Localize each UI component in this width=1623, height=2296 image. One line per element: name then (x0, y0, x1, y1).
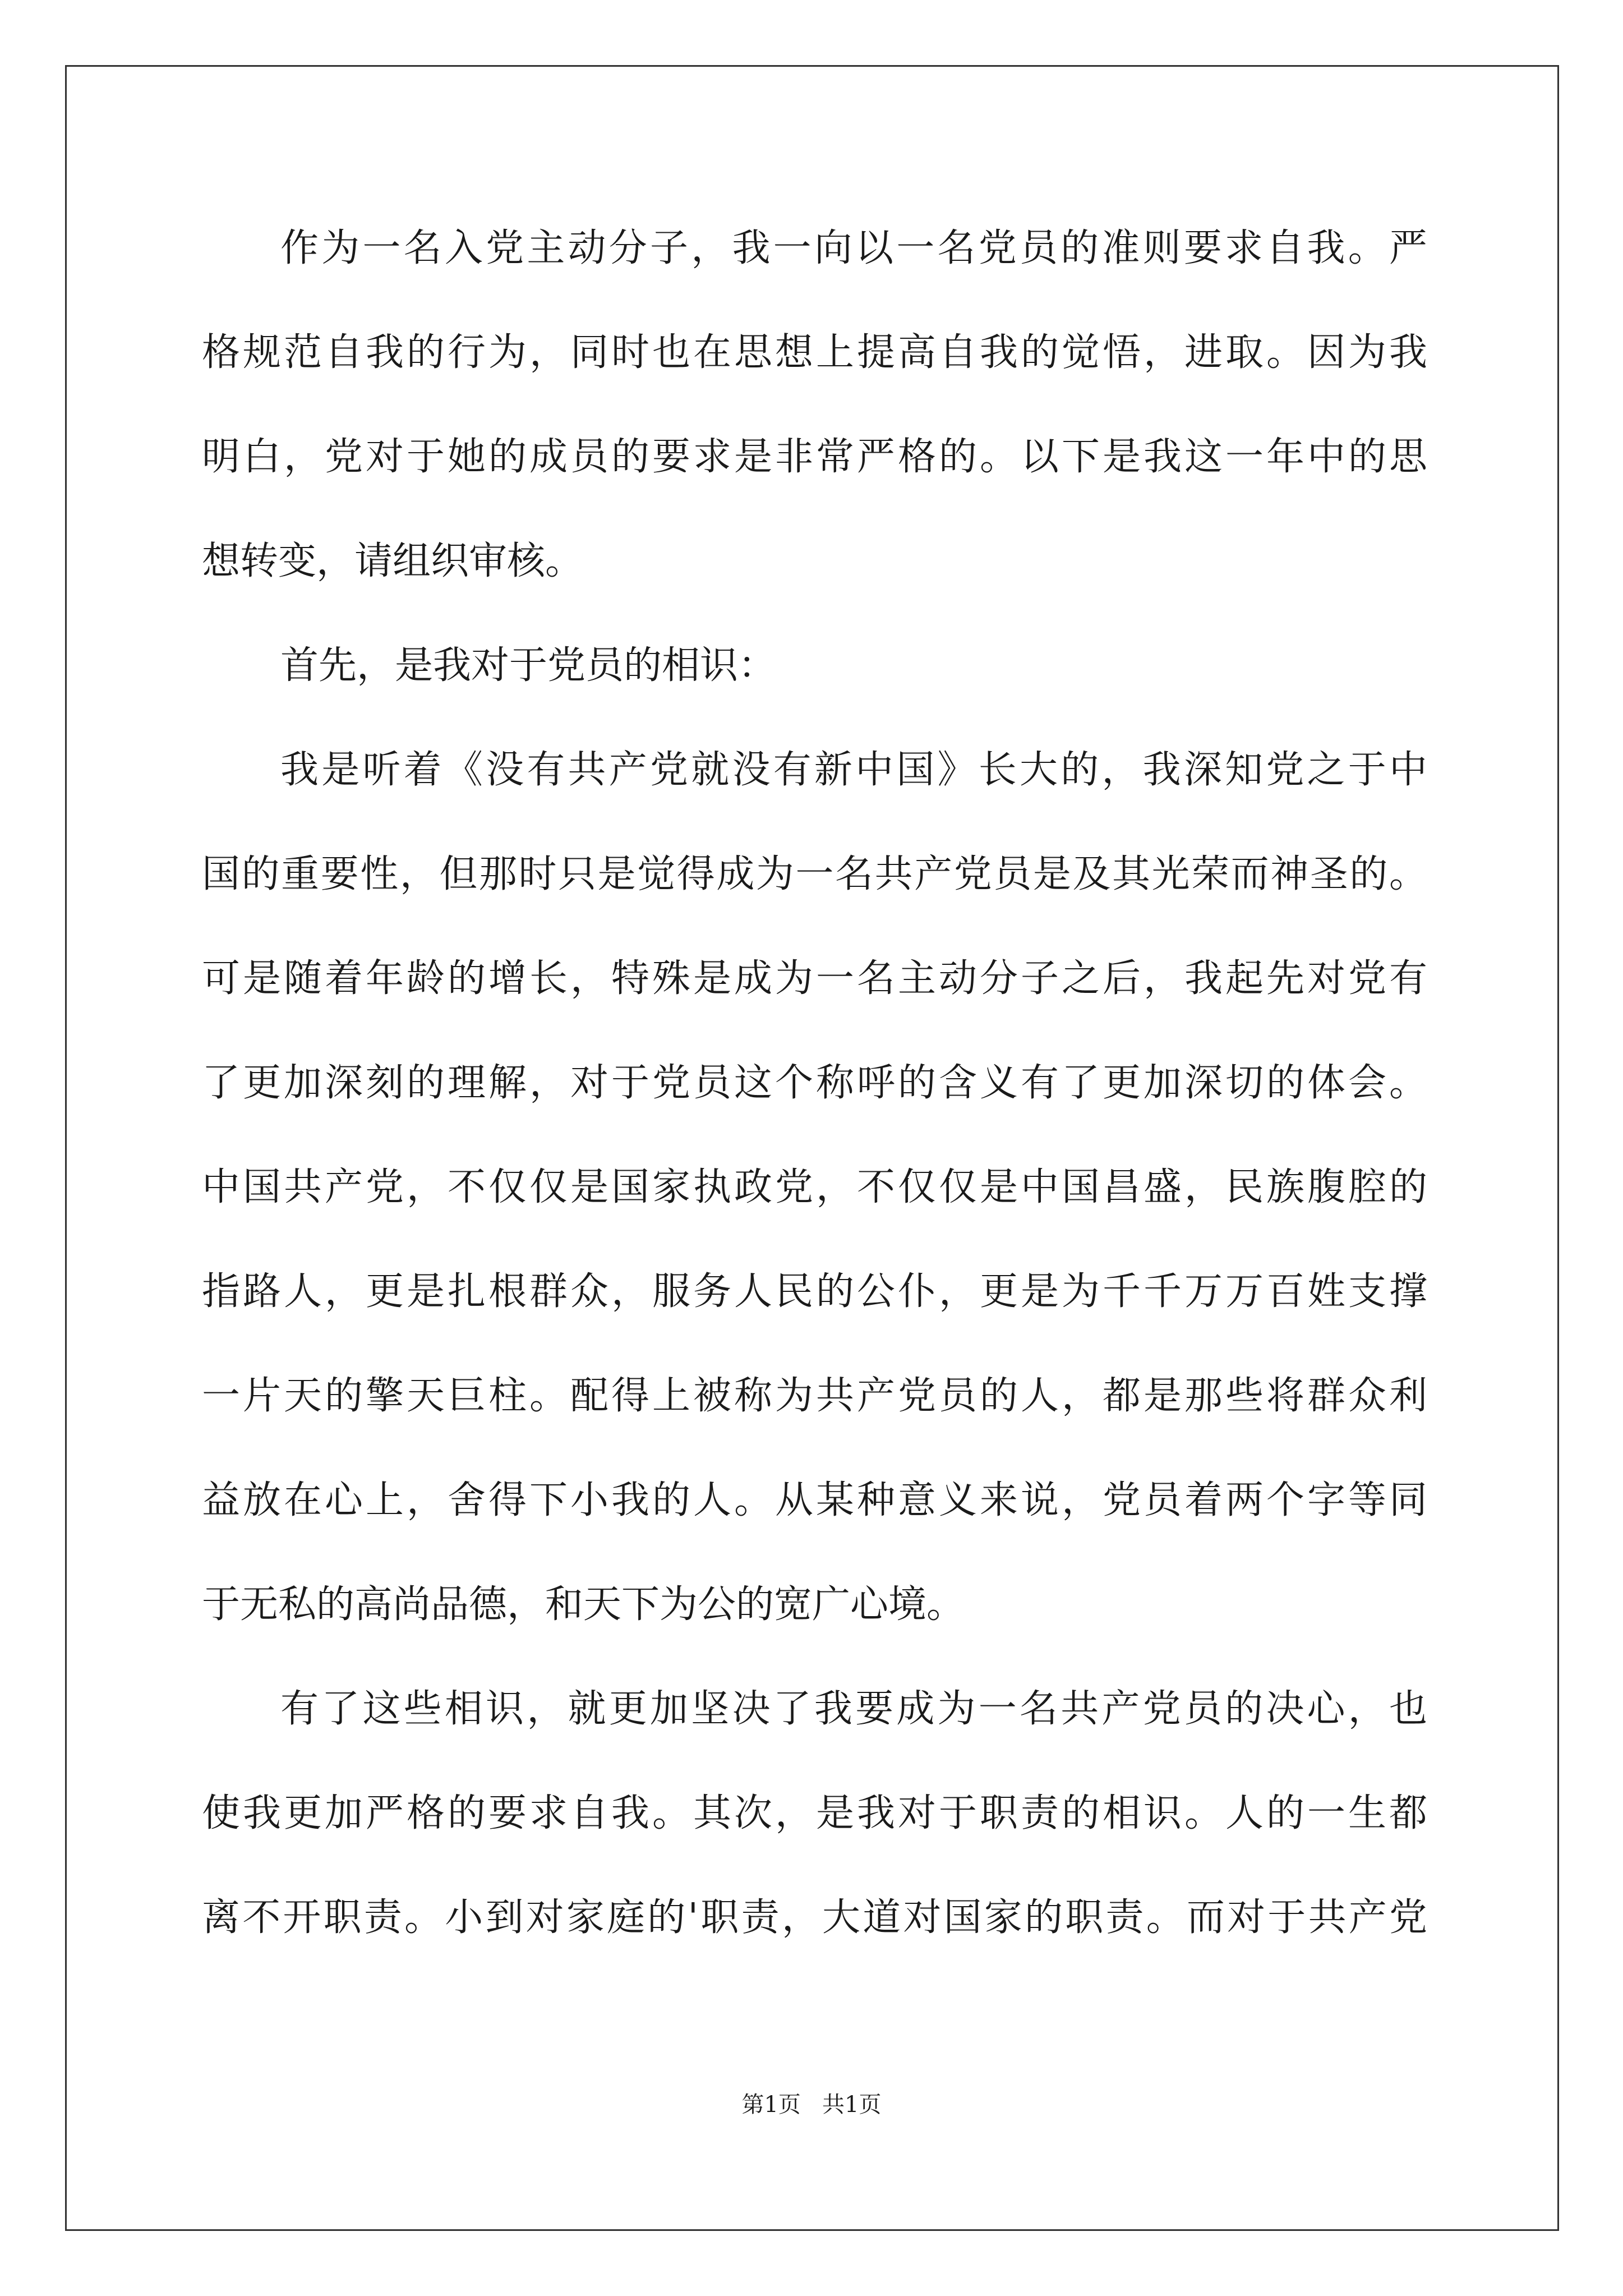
text-line: 我是听着《没有共产党就没有新中国》长大的，我深知党之于中 (280, 748, 1427, 792)
page-number-footer: 第1页 共1页 (741, 2092, 882, 2118)
text-line: 首先，是我对于党员的相识： (280, 643, 777, 688)
text-line: 想转变，请组织审核。 (202, 539, 584, 583)
text-line: 使我更加严格的要求自我。其次，是我对于职责的相识。人的一生都 (202, 1791, 1427, 1835)
text-line: 离不开职责。小到对家庭的'职责，大道对国家的职责。而对于共产党 (202, 1895, 1427, 1940)
text-line: 有了这些相识，就更加坚决了我要成为一名共产党员的决心，也 (280, 1687, 1427, 1731)
text-line: 可是随着年龄的增长，特殊是成为一名主动分子之后，我起先对党有 (202, 956, 1427, 1001)
text-line: 一片天的擎天巨柱。配得上被称为共产党员的人，都是那些将群众利 (202, 1374, 1427, 1418)
text-line: 中国共产党，不仅仅是国家执政党，不仅仅是中国昌盛，民族腹腔的 (202, 1165, 1427, 1209)
text-line: 格规范自我的行为，同时也在思想上提高自我的觉悟，进取。因为我 (202, 330, 1427, 375)
text-line: 于无私的高尚品德，和天下为公的宽广心境。 (202, 1582, 965, 1627)
text-line: 了更加深刻的理解，对于党员这个称呼的含义有了更加深切的体会。 (202, 1061, 1427, 1105)
text-line: 益放在心上，舍得下小我的人。从某种意义来说，党员着两个字等同 (202, 1478, 1427, 1522)
text-line: 明白，党对于她的成员的要求是非常严格的。以下是我这一年中的思 (202, 435, 1427, 479)
text-line: 国的重要性，但那时只是觉得成为一名共产党员是及其光荣而神圣的。 (202, 852, 1427, 896)
text-line: 作为一名入党主动分子，我一向以一名党员的准则要求自我。严 (280, 226, 1427, 270)
text-line: 指路人，更是扎根群众，服务人民的公仆，更是为千千万万百姓支撑 (202, 1269, 1427, 1314)
